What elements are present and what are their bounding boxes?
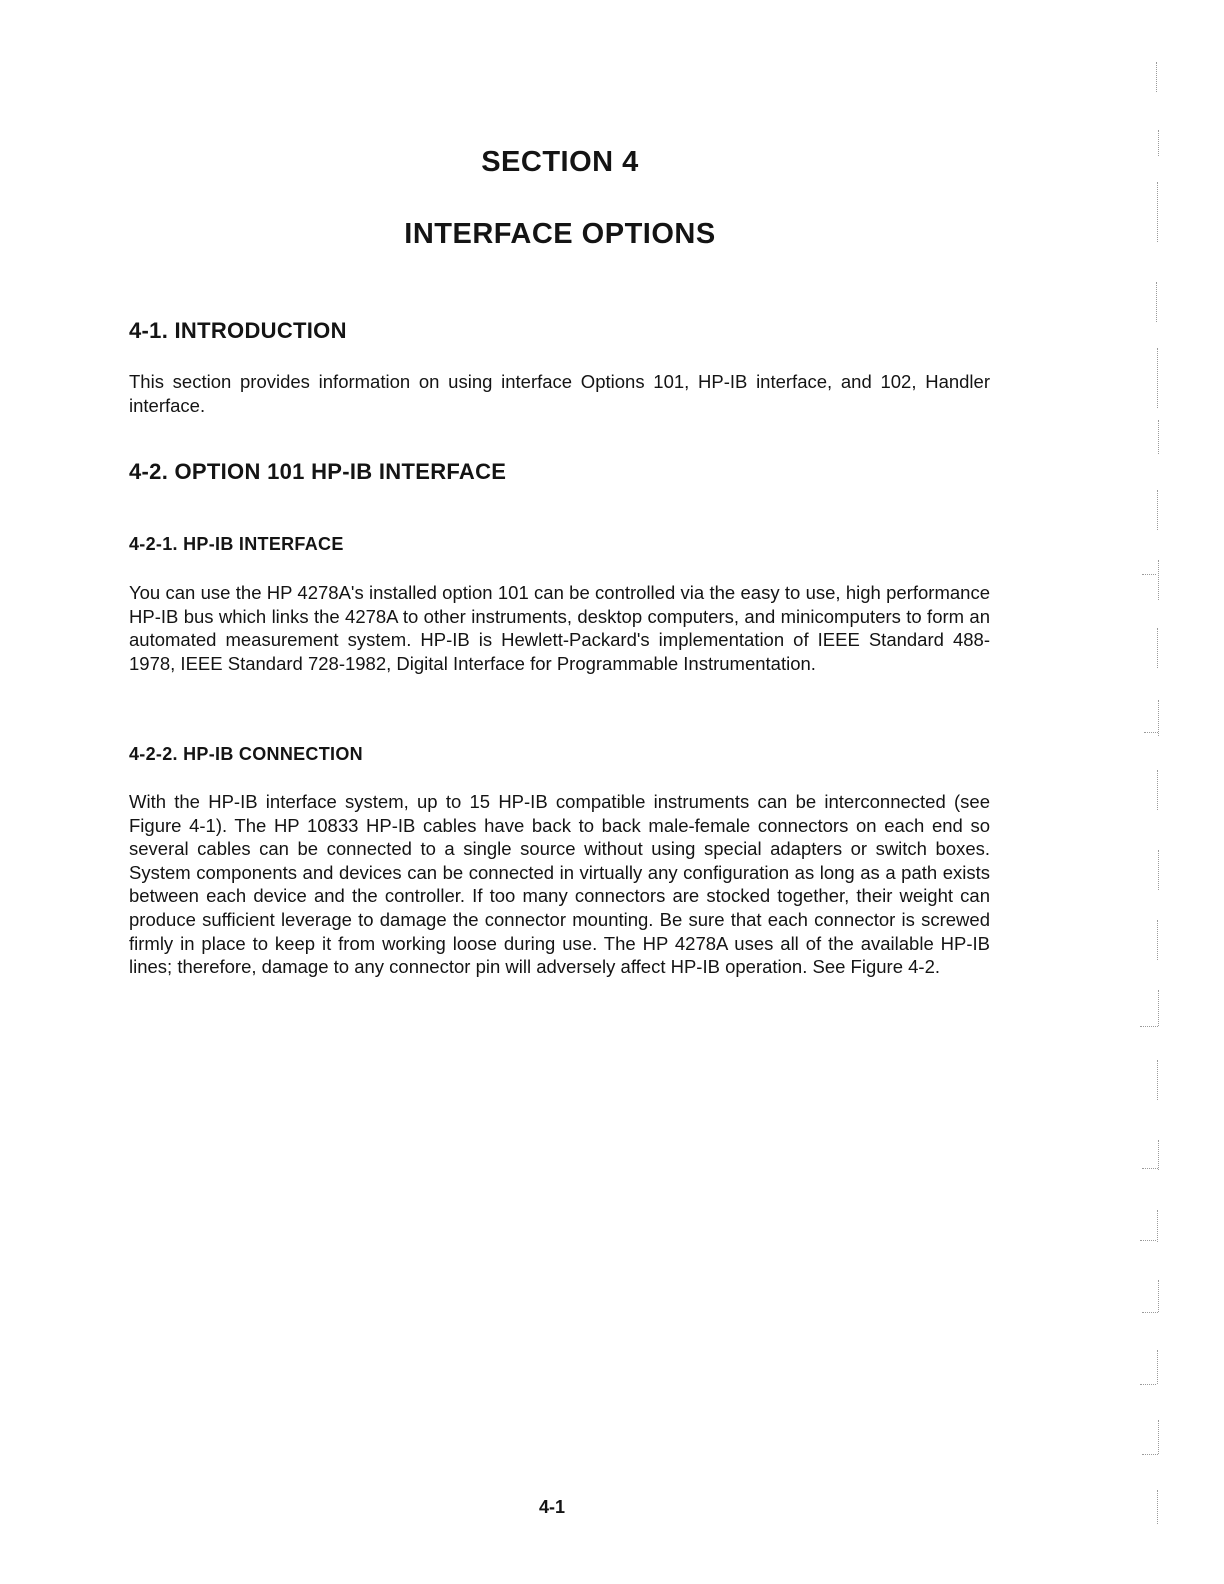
scan-mark: [1140, 1026, 1158, 1027]
scan-mark: [1142, 1312, 1158, 1313]
page-number: 4-1: [538, 1497, 565, 1517]
scan-mark: [1158, 1420, 1159, 1454]
introduction-heading: 4-1. INTRODUCTION: [129, 318, 347, 343]
scan-mark: [1157, 348, 1158, 408]
scan-mark: [1157, 182, 1158, 242]
option-101-heading: 4-2. OPTION 101 HP-IB INTERFACE: [129, 459, 507, 484]
scan-mark: [1156, 62, 1157, 92]
scan-mark: [1157, 770, 1158, 810]
scan-mark: [1158, 700, 1159, 736]
scan-mark: [1157, 1060, 1158, 1100]
hpib-interface-paragraph: You can use the HP 4278A's installed option 101 can be controlled via the easy to use, high performance HP-IB bus which links the 4278A to other instruments, desktop computers, and minicomputers to form an automated measurement system. HP-IB is Hewlett-Packard's implementation of IEEE Standard 488-1978, IEEE Standard 728-1982, Digital Interface for Programmable Instrumentation.: [129, 582, 990, 674]
scan-mark: [1158, 130, 1159, 156]
scan-mark: [1157, 920, 1158, 960]
section-title: INTERFACE OPTIONS: [404, 218, 716, 250]
scan-mark: [1158, 990, 1159, 1026]
scan-mark: [1156, 282, 1157, 322]
hpib-connection-heading: 4-2-2. HP-IB CONNECTION: [129, 744, 363, 764]
scan-mark: [1158, 420, 1159, 454]
scan-mark: [1142, 574, 1156, 575]
scan-mark: [1157, 1350, 1158, 1384]
scan-mark: [1158, 560, 1159, 600]
hpib-connection-paragraph: With the HP-IB interface system, up to 15 HP-IB compatible instruments can be interconnected (see Figure 4-1). The HP 10833 HP-IB cables have back to back male-female connectors on each end so several cables can be connected to a single source without using special adapters or switch boxes. System components and devices can be connected in virtually any configuration as long as a path exists between each device and the controller. If too many connectors are stocked together, their weight can produce sufficient leverage to damage the connector mounting. Be sure that each connector is screwed firmly in place to keep it from working loose during use. The HP 4278A uses all of the available HP-IB lines; therefore, damage to any connector pin will adversely affect HP-IB operation. See Figure 4-2.: [129, 791, 990, 978]
introduction-paragraph: This section provides information on using interface Options 101, HP-IB interface, and 102, Handler interface.: [129, 371, 990, 416]
scan-mark: [1157, 490, 1158, 530]
scan-mark: [1158, 850, 1159, 890]
scan-mark: [1142, 1454, 1158, 1455]
scan-mark: [1158, 1280, 1159, 1312]
scan-mark: [1144, 732, 1158, 733]
scan-mark: [1140, 1384, 1156, 1385]
hpib-interface-heading: 4-2-1. HP-IB INTERFACE: [129, 534, 344, 554]
scan-mark: [1142, 1168, 1158, 1169]
scan-mark: [1157, 1210, 1158, 1242]
scan-mark: [1157, 1490, 1158, 1524]
scan-mark: [1157, 628, 1158, 668]
scan-mark: [1140, 1240, 1156, 1241]
section-number: SECTION 4: [481, 146, 639, 178]
scan-mark: [1158, 1140, 1159, 1170]
